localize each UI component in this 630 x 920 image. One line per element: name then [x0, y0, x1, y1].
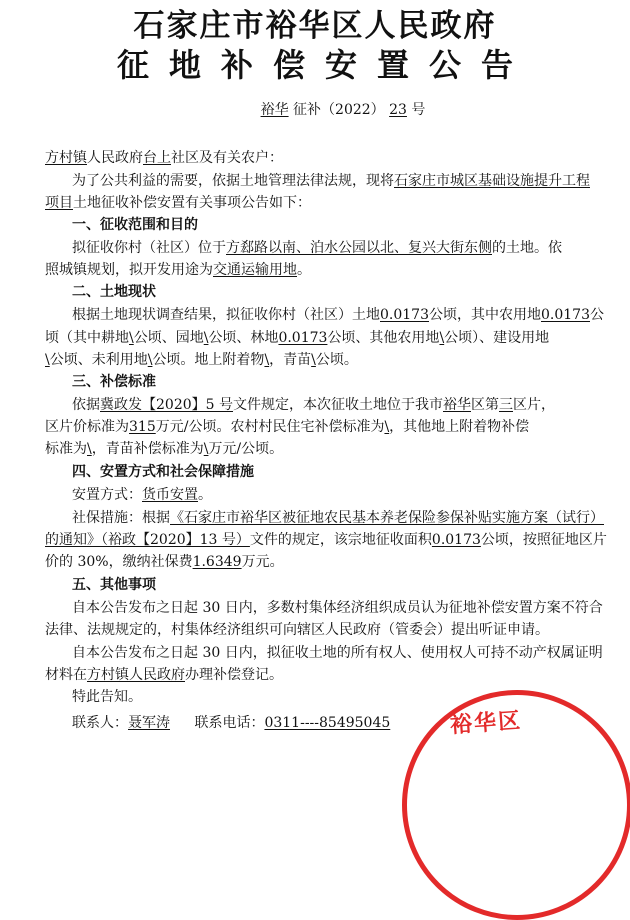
area-forest: 0.0173 [278, 330, 328, 346]
sec4-text: 万元。 [241, 554, 284, 570]
sec2-text: 公顷。地上附着物 [152, 352, 265, 368]
sec5-text: 材料在 [45, 667, 87, 683]
document-number [28, 99, 630, 119]
doc-number-prefix: 征补（2022） [293, 102, 385, 118]
section1-line2 [45, 259, 311, 279]
sec2-text: 顷（其中耕地 [45, 330, 129, 346]
sec3-text: 区片价标准为 [45, 419, 129, 435]
sec3-text: ，青苗补偿标准为 [91, 441, 204, 457]
seal-text: 裕华区 [449, 708, 523, 739]
sec2-text: 公顷）、建设用地 [444, 330, 550, 346]
salutation-text1: 人民政府 [87, 150, 143, 166]
section3-line2 [45, 416, 529, 436]
sec3-text: 万元/公顷。 [208, 441, 284, 457]
zone-price: 315 [129, 419, 156, 435]
area-farmland: \ [129, 330, 134, 346]
basis-document: 冀政发【2020】5 号 [100, 397, 233, 413]
contact-line [72, 712, 390, 732]
section2-line1 [72, 304, 604, 324]
section2-line2 [45, 327, 549, 347]
sec2-text: 公顷、园地 [133, 330, 204, 346]
intro-line2 [45, 192, 311, 212]
sec2-text: 公 [590, 307, 604, 323]
sec2-text: 公顷。 [315, 352, 358, 368]
sec3-text: 万元/公顷。农村村民住宅补偿标准为 [155, 419, 385, 435]
intro-text2: 土地征收补偿安置有关事项公告如下： [73, 195, 311, 211]
section4-line1 [72, 484, 212, 504]
project-name-part1: 石家庄市城区基础设施提升工程 [394, 173, 590, 189]
young-crops: \ [311, 352, 316, 368]
intro-line1 [72, 170, 590, 190]
sec3-text: 区第 [471, 397, 499, 413]
contact-phone: 0311----85495045 [264, 715, 391, 731]
sec1-text: 的土地。依 [492, 240, 562, 256]
sec4-text: 。 [198, 487, 212, 503]
sec2-text: 公顷、林地 [208, 330, 279, 346]
crop-compensation: \ [203, 441, 209, 457]
section2-heading: 二、土地现状 [72, 284, 156, 300]
project-name-part2: 项目 [45, 195, 73, 211]
attachments: \ [264, 352, 270, 368]
notice-title-line2: 征地补偿安置公告 [116, 46, 533, 84]
section3-line1 [72, 394, 555, 414]
area-unused: \ [147, 352, 153, 368]
section2-line3 [45, 349, 358, 369]
sec2-text: ，青苗 [269, 352, 312, 368]
sec4-text: 安置方式： [72, 487, 142, 503]
registration-office: 方村镇人民政府 [87, 667, 185, 683]
section3-heading: 三、补偿标准 [72, 374, 156, 390]
section5-para1-line1: 自本公告发布之日起 30 日内，多数村集体经济组织成员认为征地补偿安置方案不符合 [72, 600, 603, 616]
contact-person: 聂军涛 [128, 715, 170, 731]
section4-heading: 四、安置方式和社会保障措施 [72, 464, 254, 480]
section5-para1-line2: 法律、法规规定的，村集体经济组织可向辖区人民政府（管委会）提出听证申请。 [45, 622, 549, 638]
area-other-agri: \ [439, 330, 445, 346]
sec1-text: 。 [297, 262, 311, 278]
sec4-text: 价的 30%，缴纳社保费 [45, 554, 193, 570]
sec3-text: 标准为 [45, 441, 87, 457]
section1-line1 [72, 237, 562, 257]
area-garden: \ [203, 330, 209, 346]
social-security-fee: 1.6349 [192, 554, 242, 570]
land-use: 交通运输用地 [213, 262, 297, 278]
sec3-text: 区片， [513, 397, 555, 413]
zone-number: 三 [499, 397, 513, 413]
area-agricultural: 0.0173 [541, 307, 590, 323]
social-security-plan: 《石家庄市裕华区被征地农民基本养老保险参保补贴实施方案（试行） [170, 510, 604, 526]
section5-heading: 五、其他事项 [72, 577, 156, 593]
sec2-text: 公顷，其中农用地 [429, 307, 541, 323]
area-construction: \ [45, 352, 50, 368]
sec1-text: 拟征收你村（社区）位于 [72, 240, 226, 256]
salutation-town: 方村镇 [45, 150, 87, 166]
sec3-text: 文件规定，本次征收土地位于我市 [233, 397, 443, 413]
sec1-text: 照城镇规划，拟开发用途为 [45, 262, 213, 278]
house-compensation: \ [384, 419, 390, 435]
salutation-village: 台上 [143, 150, 171, 166]
notice-title-line1: 石家庄市裕华区人民政府 [133, 8, 497, 44]
land-location: 方郄路以南、泊水公园以北、复兴大街东侧 [226, 240, 492, 256]
closing-text: 特此告知。 [72, 689, 142, 705]
sec5-text: 办理补偿登记。 [185, 667, 283, 683]
doc-number-suffix: 号 [411, 102, 426, 118]
plan-reference: 的通知》（裕政【2020】13 号） [45, 532, 250, 548]
section5-para2-line1: 自本公告发布之日起 30 日内，拟征收土地的所有权人、使用权人可持不动产权属证明 [72, 645, 603, 661]
sec3-text: 依据 [72, 397, 100, 413]
contact-phone-label: 联系电话： [194, 715, 265, 731]
section4-line3 [45, 529, 607, 549]
area-total: 0.0173 [380, 307, 429, 323]
sec4-text: 公顷，按照征地区片 [480, 532, 607, 548]
section4-line4 [45, 551, 284, 571]
acquired-area: 0.0173 [431, 532, 481, 548]
sec2-text: 公顷、未利用地 [49, 352, 148, 368]
salutation-text2: 社区及有关农户： [171, 150, 283, 166]
section3-line3 [45, 438, 283, 458]
district: 裕华 [443, 397, 471, 413]
intro-text: 为了公共利益的需要，依据土地管理法律法规，现将 [72, 173, 394, 189]
section5-para2-line2 [45, 664, 283, 684]
section1-heading: 一、征收范围和目的 [72, 217, 198, 233]
section4-line2 [72, 507, 604, 527]
salutation [45, 147, 283, 167]
other-compensation: \ [87, 441, 92, 457]
sec2-text: 公顷、其他农用地 [327, 330, 440, 346]
sec4-text: 文件的规定，该宗地征收面积 [249, 532, 432, 548]
doc-number-value: 23 [389, 102, 407, 118]
resettlement-method: 货币安置 [142, 487, 198, 503]
sec2-text: 根据土地现状调查结果，拟征收你村（社区）土地 [72, 307, 380, 323]
sec3-text: ，其他地上附着物补偿 [389, 419, 530, 435]
doc-number-district: 裕华 [260, 102, 289, 118]
sec4-text: 社保措施：根据 [72, 510, 170, 526]
contact-person-label: 联系人： [72, 715, 128, 731]
